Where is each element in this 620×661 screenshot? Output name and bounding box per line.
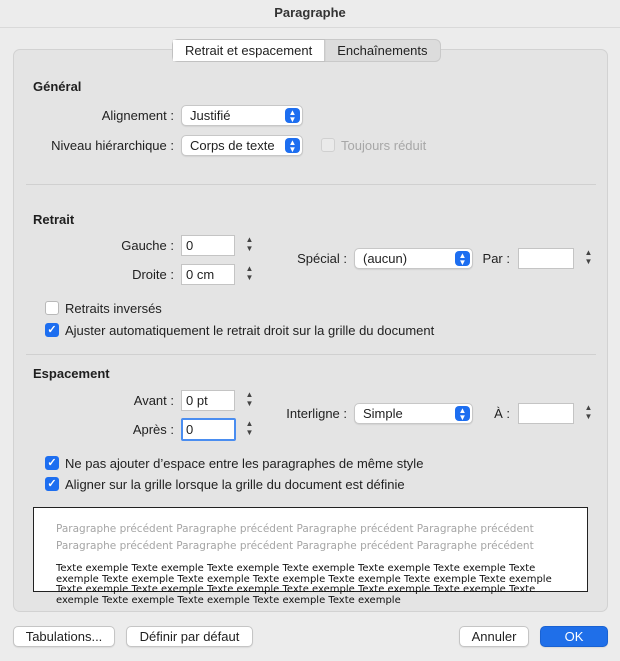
window-title: Paragraphe — [0, 0, 620, 28]
divider — [26, 354, 596, 355]
divider — [26, 184, 596, 185]
stepper-arrows-icon[interactable]: ▲ ▼ — [245, 264, 254, 282]
indent-right-label: Droite : — [132, 267, 174, 282]
tab-indent-spacing[interactable]: Retrait et espacement — [173, 40, 325, 61]
mirror-indents-label: Retraits inversés — [65, 301, 162, 316]
stepper-arrows-icon[interactable]: ▲ ▼ — [245, 235, 254, 253]
auto-adjust-label: Ajuster automatiquement le retrait droit sur la grille du document — [65, 323, 435, 338]
mirror-indents-checkbox[interactable] — [45, 301, 59, 315]
outline-level-popup[interactable] — [181, 135, 303, 156]
by-label: Par : — [482, 251, 510, 266]
stepper-arrows-icon[interactable]: ▲ ▼ — [584, 248, 593, 266]
paragraph-preview — [33, 507, 588, 606]
ok-button[interactable]: OK — [540, 626, 608, 647]
collapsed-checkbox[interactable] — [321, 138, 335, 152]
tabs-button[interactable]: Tabulations... — [13, 626, 115, 647]
by-field[interactable] — [518, 248, 574, 269]
line-spacing-value: Simple — [363, 406, 403, 421]
snap-to-grid-label: Aligner sur la grille lorsque la grille du document est définie — [65, 477, 405, 492]
snap-to-grid-checkbox[interactable] — [45, 477, 59, 491]
updown-chevron-icon: ▲ ▼ — [285, 138, 300, 153]
line-spacing-label: Interligne : — [286, 406, 347, 421]
space-before-label: Avant : — [133, 393, 174, 408]
tab-line-page-breaks[interactable]: Enchaînements — [337, 43, 428, 58]
stepper-arrows-icon[interactable]: ▲ ▼ — [245, 390, 254, 408]
special-value: (aucun) — [363, 251, 408, 266]
updown-chevron-icon: ▲ ▼ — [455, 251, 470, 266]
indent-section-title: Retrait — [33, 212, 75, 227]
cancel-button[interactable]: Annuler — [459, 626, 529, 647]
outline-level-label: Niveau hiérarchique : — [51, 138, 174, 153]
special-popup[interactable] — [354, 248, 473, 269]
special-label: Spécial : — [297, 251, 347, 266]
checkmark-icon: ✓ — [47, 324, 57, 336]
alignment-label: Alignement : — [101, 108, 174, 123]
indent-left-field[interactable] — [181, 235, 235, 256]
collapsed-label: Toujours réduit — [341, 138, 427, 153]
alignment-popup[interactable] — [181, 105, 303, 126]
auto-adjust-checkbox[interactable] — [45, 323, 59, 337]
checkmark-icon: ✓ — [47, 457, 57, 469]
alignment-value: Justifié — [190, 108, 231, 123]
indent-left-label: Gauche : — [121, 238, 174, 253]
at-label: À : — [494, 406, 510, 421]
outline-level-value: Corps de texte — [190, 138, 275, 153]
indent-right-field[interactable] — [181, 264, 235, 285]
general-section-title: Général — [33, 79, 82, 94]
tab-bar — [172, 39, 441, 62]
updown-chevron-icon: ▲ ▼ — [455, 406, 470, 421]
line-spacing-popup[interactable] — [354, 403, 473, 424]
set-default-button[interactable]: Définir par défaut — [126, 626, 253, 647]
no-space-same-style-checkbox[interactable] — [45, 456, 59, 470]
preview-previous-paragraph: Paragraphe précédent Paragraphe précédent Paragraphe précédent Paragraphe précédent Paragraphe précédent Paragraphe précédent Paragraphe précédent Paragraphe précédent — [56, 523, 534, 552]
checkmark-icon: ✓ — [47, 478, 57, 490]
preview-sample-text: Texte exemple Texte exemple Texte exemple Texte exemple Texte exemple Texte exemple Texte exemple Texte exemple Texte exemple Texte exemple Texte exemple Texte exemple Texte exemple Texte exemple Texte exemple Texte exemple Texte exemple Texte exemple Texte exemple Texte exemple Texte exemple Texte exemple Texte exemple Texte exemple — [56, 563, 552, 606]
space-after-field[interactable] — [181, 418, 236, 441]
space-before-field[interactable] — [181, 390, 235, 411]
stepper-arrows-icon[interactable]: ▲ ▼ — [584, 403, 593, 421]
stepper-arrows-icon[interactable]: ▲ ▼ — [245, 419, 254, 437]
no-space-same-style-label: Ne pas ajouter d’espace entre les paragraphes de même style — [65, 456, 424, 471]
at-field[interactable] — [518, 403, 574, 424]
updown-chevron-icon: ▲ ▼ — [285, 108, 300, 123]
spacing-section-title: Espacement — [33, 366, 110, 381]
space-after-label: Après : — [132, 422, 174, 437]
